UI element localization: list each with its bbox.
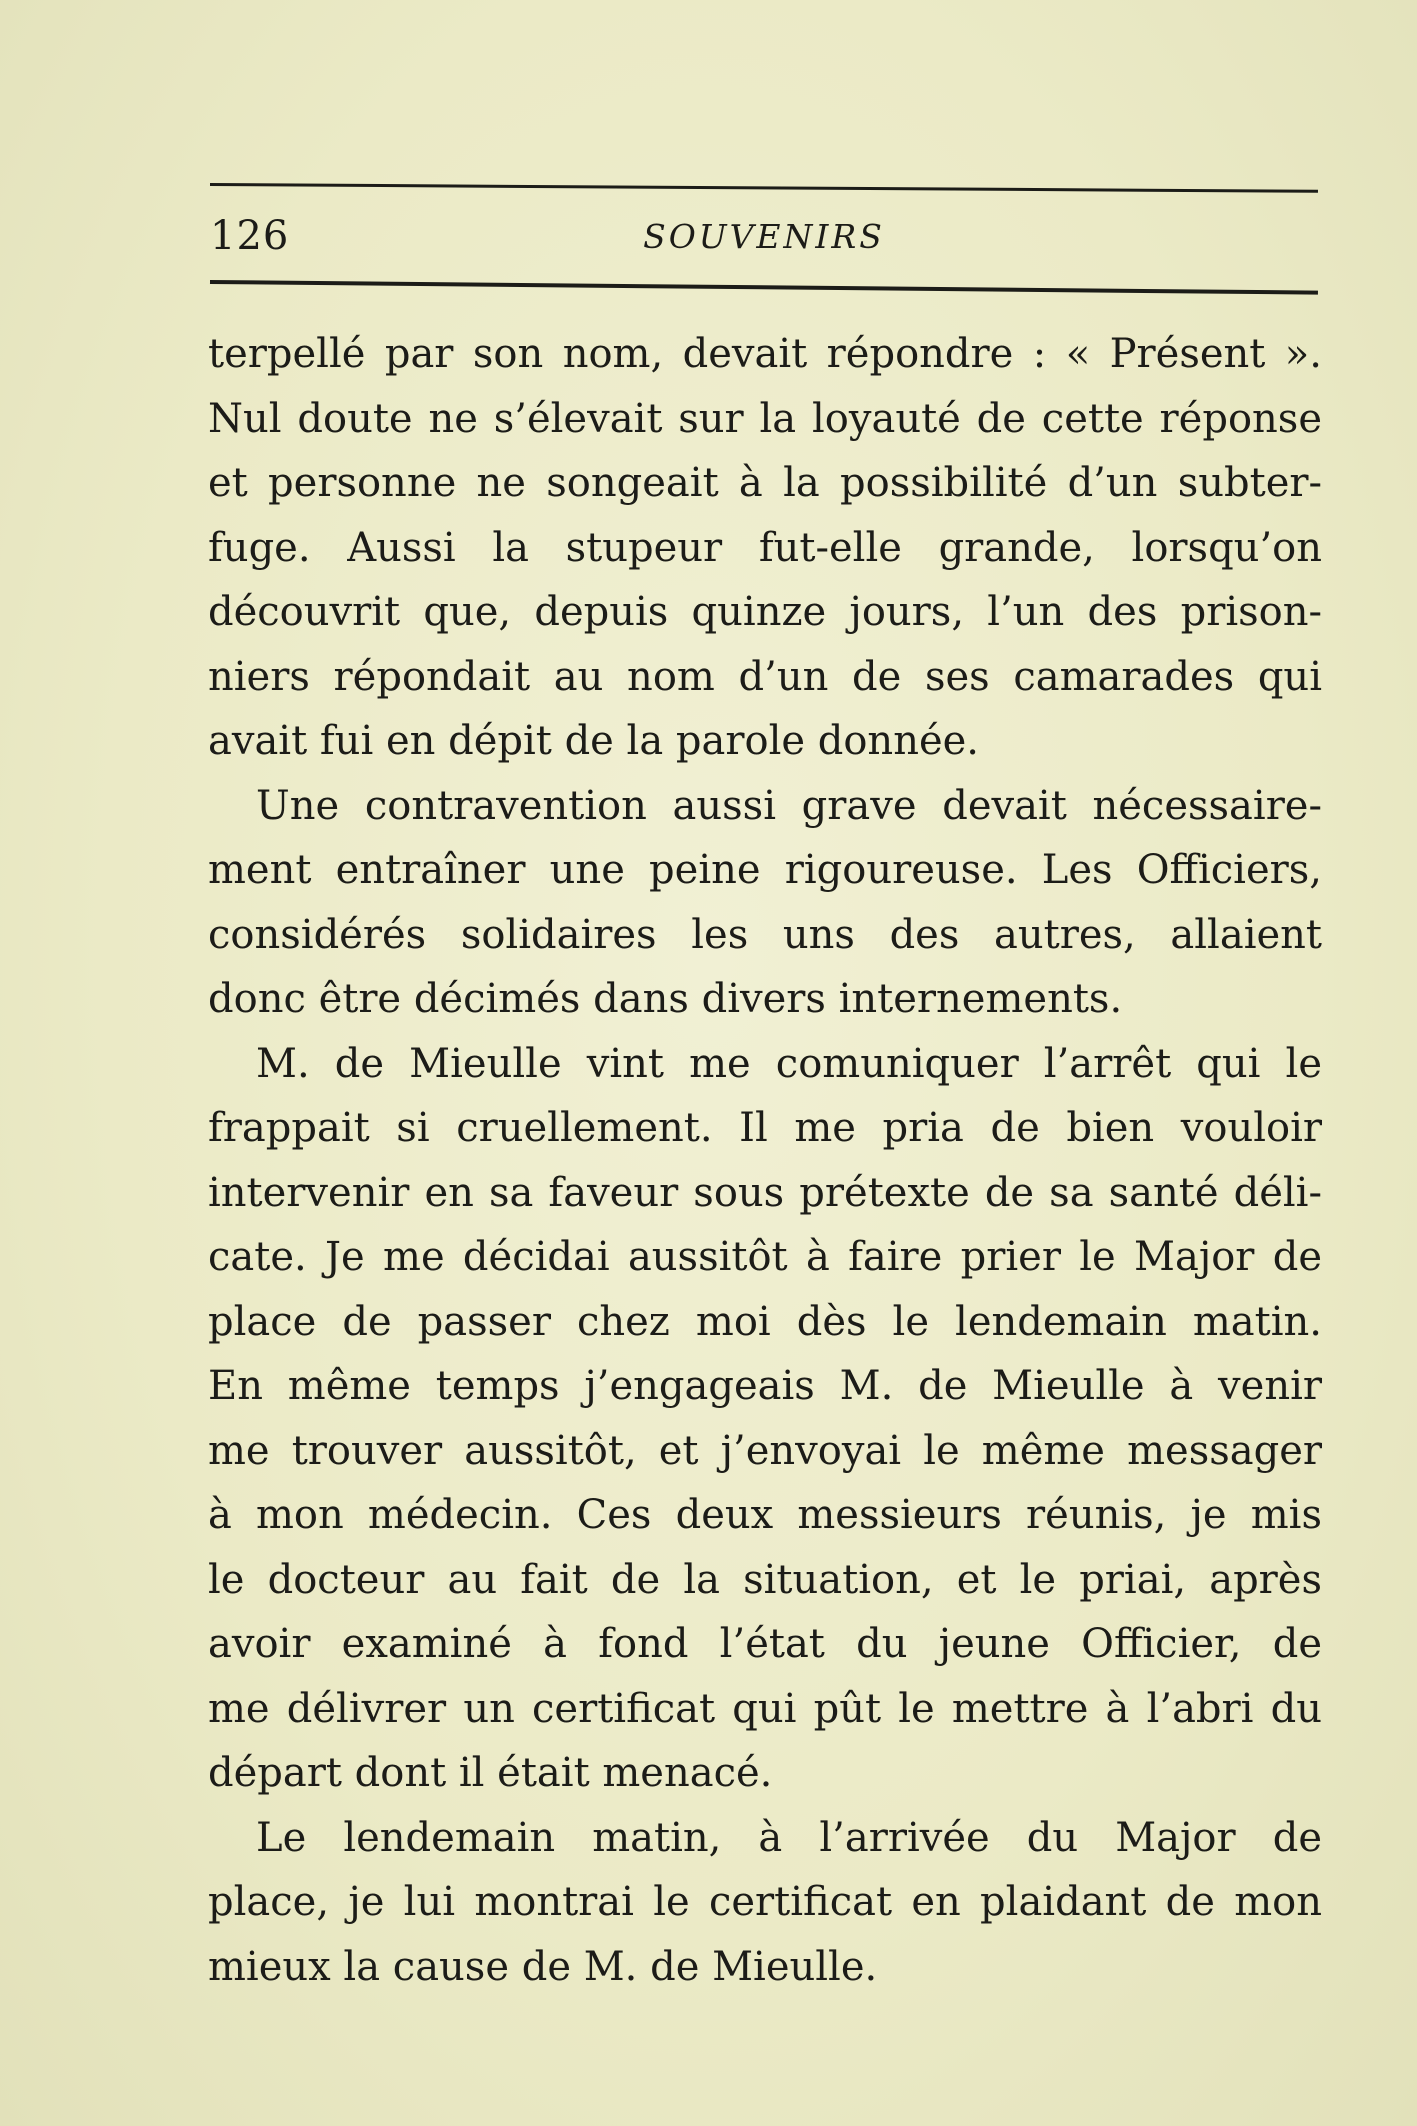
text-line: me délivrer un certificat qui pût le mettre à l’abri du bbox=[208, 1685, 1322, 1732]
text-line: cate. Je me décidai aussitôt à faire prier le Major de bbox=[208, 1234, 1322, 1280]
text-line: départ dont il était menacé. bbox=[208, 1750, 773, 1796]
header-rule-top bbox=[210, 183, 1318, 193]
text-line: Une contravention aussi grave devait nécessaire- bbox=[256, 782, 1322, 829]
text-line: et personne ne songeait à la possibilité d’un subter- bbox=[208, 460, 1322, 506]
text-line: donc être décimés dans divers internements. bbox=[208, 976, 1123, 1022]
text-line: avoir examiné à fond l’état du jeune Officier, de bbox=[208, 1621, 1322, 1667]
running-title: SOUVENIRS bbox=[643, 217, 885, 256]
text-line: fuge. Aussi la stupeur fut-elle grande, lorsqu’on bbox=[208, 524, 1322, 571]
header-rule-bottom bbox=[210, 280, 1318, 295]
text-line: terpellé par son nom, devait répondre : « Présent ». bbox=[208, 331, 1322, 377]
text-line: place, je lui montrai le certificat en plaidant de mon bbox=[208, 1879, 1322, 1925]
text-line: place de passer chez moi dès le lendemain matin. bbox=[208, 1298, 1322, 1345]
text-line: frappait si cruellement. Il me pria de bien vouloir bbox=[208, 1105, 1322, 1151]
text-line: niers répondait au nom d’un de ses camarades qui bbox=[208, 653, 1322, 700]
text-line: Nul doute ne s’élevait sur la loyauté de cette réponse bbox=[208, 395, 1322, 442]
text-line: En même temps j’engageais M. de Mieulle à venir bbox=[208, 1363, 1322, 1409]
body-text bbox=[208, 322, 1322, 1999]
page-header bbox=[210, 210, 1318, 270]
text-line: mieux la cause de M. de Mieulle. bbox=[208, 1943, 878, 1990]
text-line: M. de Mieulle vint me comuniquer l’arrêt qui le bbox=[256, 1040, 1322, 1087]
text-line: considérés solidaires les uns des autres, allaient bbox=[208, 911, 1322, 958]
text-line: découvrit que, depuis quinze jours, l’un des prison- bbox=[208, 589, 1322, 635]
text-line: Le lendemain matin, à l’arrivée du Major de bbox=[256, 1814, 1322, 1861]
text-line: me trouver aussitôt, et j’envoyai le même messager bbox=[208, 1427, 1322, 1474]
text-line: intervenir en sa faveur sous prétexte de sa santé déli- bbox=[208, 1169, 1322, 1216]
text-line: à mon médecin. Ces deux messieurs réunis, je mis bbox=[208, 1492, 1322, 1538]
page-number: 126 bbox=[210, 213, 290, 259]
text-line: avait fui en dépit de la parole donnée. bbox=[208, 718, 980, 764]
text-line: le docteur au fait de la situation, et le priai, après bbox=[208, 1556, 1322, 1603]
text-line: ment entraîner une peine rigoureuse. Les Officiers, bbox=[208, 847, 1322, 893]
